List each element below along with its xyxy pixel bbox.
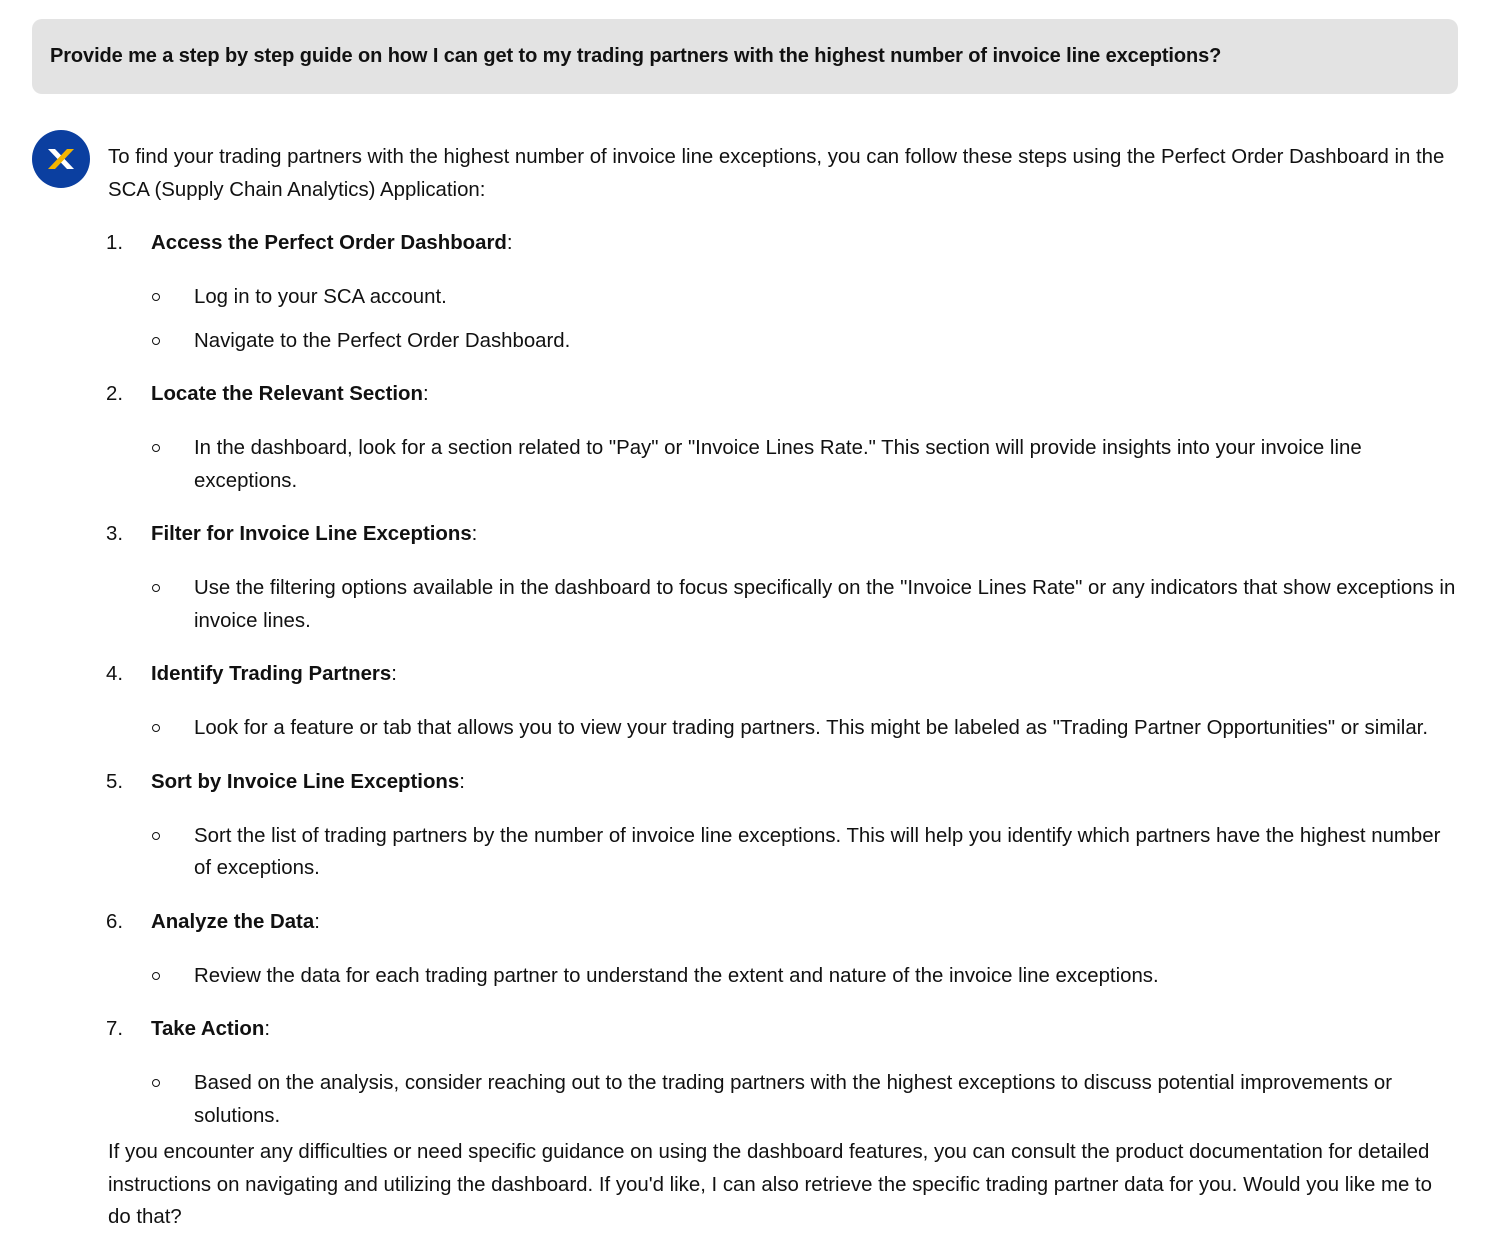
step-item [108,766,1460,885]
hollow-bullet-icon [152,337,160,345]
step-title: Locate the Relevant Section [151,383,423,405]
assistant-avatar [32,130,90,188]
step-bullet-item [151,281,1460,314]
step-title: Identify Trading Partners [151,663,392,685]
x-logo-icon [32,130,90,188]
step-bullet-list [151,572,1460,637]
step-bullet-text: Sort the list of trading partners by the number of invoice line exceptions. This will help you identify which partners have the highest number of exceptions. [194,824,1441,879]
step-bullet-item [151,572,1460,637]
assistant-response [108,141,1460,1234]
hollow-bullet-icon [152,293,160,301]
step-colon: : [422,383,429,405]
step-bullet-list [151,1067,1460,1132]
step-number: 5. [106,770,124,793]
hollow-bullet-icon [152,584,160,592]
step-title: Take Action [151,1018,265,1040]
step-bullet-text: Based on the analysis, consider reaching out to the trading partners with the highest exceptions to discuss potential improvements or solutions. [194,1072,1393,1127]
hollow-bullet-icon [152,724,160,732]
step-number: 1. [106,232,124,254]
step-number: 3. [106,523,124,545]
step-bullet-list [151,281,1460,357]
step-item [108,906,1460,993]
step-bullet-item [151,432,1460,497]
step-colon: : [264,1018,270,1040]
step-item [108,227,1460,357]
step-bullet-text: Navigate to the Perfect Order Dashboard. [194,329,571,352]
step-number: 7. [106,1018,124,1040]
step-colon: : [471,523,478,545]
steps-list [108,227,1460,1132]
hollow-bullet-icon [152,832,160,840]
step-bullet-text: Look for a feature or tab that allows you to view your trading partners. This might be labeled as "Trading Partner Opportunities" or similar. [194,717,1429,739]
step-colon: : [506,232,513,254]
step-title: Filter for Invoice Line Exceptions [151,523,472,545]
step-number: 4. [106,663,124,685]
step-bullet-item [151,1067,1460,1132]
step-bullet-text: Log in to your SCA account. [194,286,447,308]
step-bullet-list [151,960,1460,993]
step-bullet-text: Use the filtering options available in the dashboard to focus specifically on the "Invoice Lines Rate" or any indicators that show exceptions in invoice lines. [194,577,1456,632]
user-query-bubble [32,19,1458,94]
user-query-text: Provide me a step by step guide on how I can get to my trading partners with the highest number of invoice line exceptions? [50,45,1222,67]
step-item [108,518,1460,637]
response-closing: If you encounter any difficulties or need specific guidance on using the dashboard features, you can consult the product documentation for detailed instructions on navigating and utilizing the dashboard. If you'd like, I can also retrieve the specific trading partner data for you. Would you like me to do that? [108,1141,1432,1228]
hollow-bullet-icon [152,1079,160,1087]
step-bullet-item [151,712,1460,745]
step-colon: : [459,770,465,793]
step-number: 6. [106,910,124,933]
step-item [108,378,1460,497]
response-intro: To find your trading partners with the highest number of invoice line exceptions, you can follow these steps using the Perfect Order Dashboard in the SCA (Supply Chain Analytics) Application: [108,146,1445,201]
step-bullet-list [151,712,1460,745]
step-title: Access the Perfect Order Dashboard [151,232,507,254]
step-bullet-text: In the dashboard, look for a section related to "Pay" or "Invoice Lines Rate." This section will provide insights into your invoice line exceptions. [194,437,1362,492]
step-colon: : [314,910,320,933]
step-title: Analyze the Data [151,910,315,933]
step-bullet-item [151,960,1460,993]
step-number: 2. [106,383,124,405]
step-bullet-item [151,820,1460,885]
step-bullet-item [151,325,1460,358]
step-item [108,1013,1460,1132]
hollow-bullet-icon [152,444,160,452]
step-bullet-list [151,820,1460,885]
step-bullet-text: Review the data for each trading partner to understand the extent and nature of the invoice line exceptions. [194,964,1159,987]
step-item [108,658,1460,745]
step-bullet-list [151,432,1460,497]
step-title: Sort by Invoice Line Exceptions [151,770,460,793]
hollow-bullet-icon [152,972,160,980]
step-colon: : [391,663,397,685]
